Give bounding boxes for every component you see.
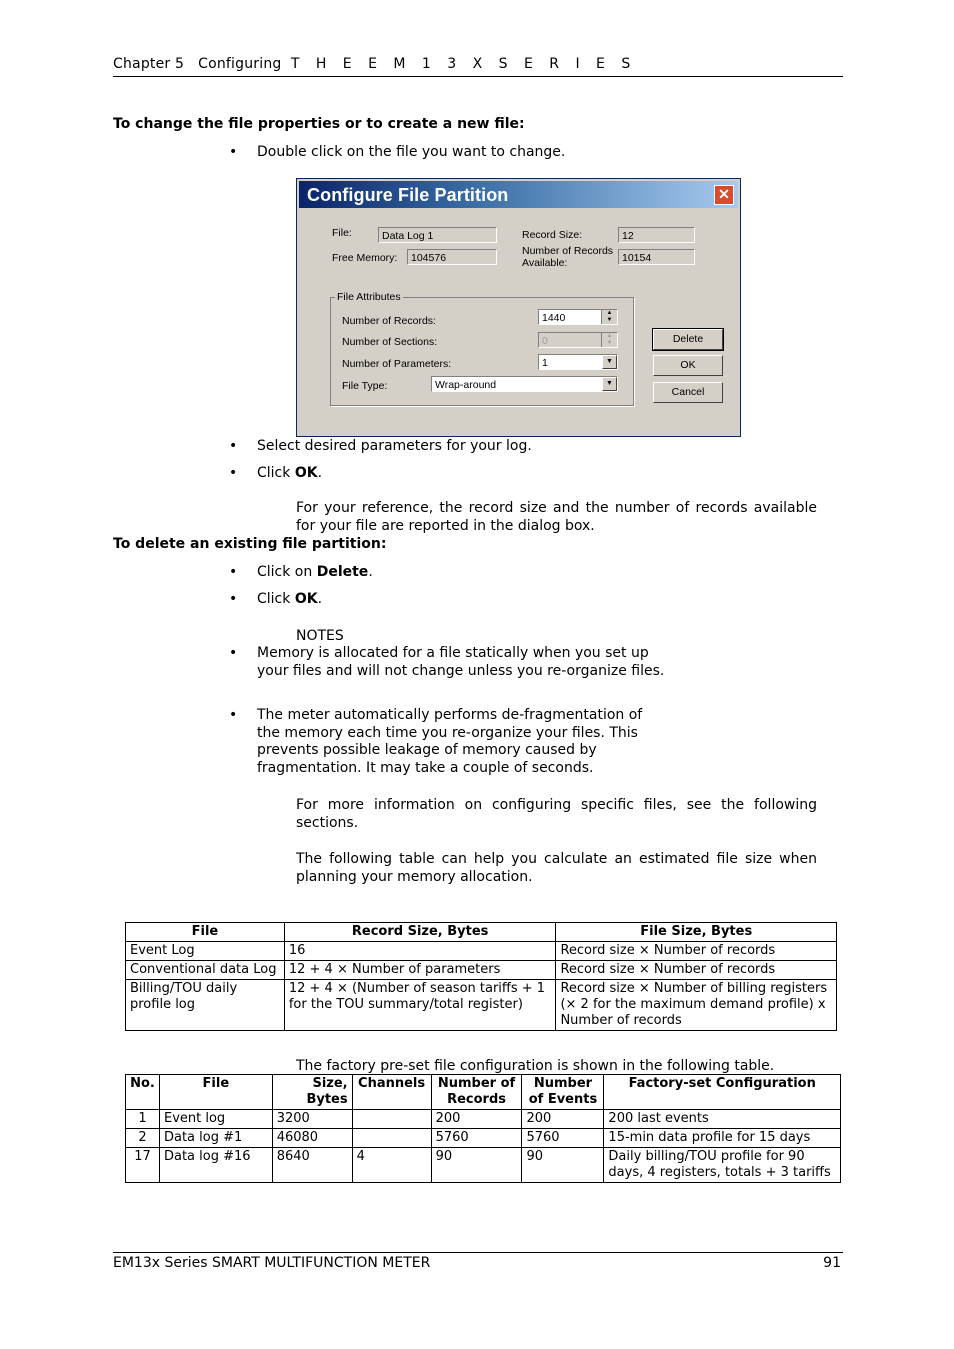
table-cell: 46080 xyxy=(272,1129,352,1148)
header-rule xyxy=(113,76,843,77)
table-cell: 4 xyxy=(352,1148,431,1183)
table-cell: 200 last events xyxy=(604,1110,841,1129)
table-row xyxy=(126,1148,841,1183)
column-header: Size, Bytes xyxy=(272,1075,352,1110)
record-size-field: 12 xyxy=(618,227,695,243)
num-sections-stepper xyxy=(538,332,618,348)
file-type-select[interactable] xyxy=(431,376,618,392)
num-records-stepper[interactable] xyxy=(538,309,618,325)
table-cell: Event log xyxy=(159,1110,272,1129)
column-header: Channels xyxy=(352,1075,431,1110)
table-header-row xyxy=(126,1075,841,1110)
chevron-down-icon[interactable]: ▼ xyxy=(602,377,617,391)
table-cell: Daily billing/TOU profile for 90 days, 4 registers, totals + 3 tariffs xyxy=(604,1148,841,1183)
table-cell: Data log #1 xyxy=(159,1129,272,1148)
table-cell: 200 xyxy=(431,1110,522,1129)
num-records-label: Number of Records: xyxy=(342,315,436,327)
table-cell: Data log #16 xyxy=(159,1148,272,1183)
spinner-arrows-icon: ▲ ▼ xyxy=(601,333,617,347)
list-item: • Double click on the file you want to change. xyxy=(229,144,669,162)
file-type-value: Wrap-around xyxy=(435,379,497,391)
close-icon[interactable]: ✕ xyxy=(714,185,734,205)
table-cell: Conventional data Log xyxy=(126,961,285,980)
table-header-row xyxy=(126,923,837,942)
num-records-value: 1440 xyxy=(542,312,566,324)
section-title: T H E E M 1 3 X S E R I E S xyxy=(290,56,637,72)
table-cell: 12 + 4 × Number of parameters xyxy=(284,961,556,980)
column-header: Number of Events xyxy=(522,1075,604,1110)
configure-file-partition-dialog xyxy=(296,178,741,437)
list-item: • Click on Delete. xyxy=(229,564,669,582)
table-cell: 1 xyxy=(126,1110,160,1129)
footer-rule xyxy=(113,1252,843,1253)
table-cell: 3200 xyxy=(272,1110,352,1129)
table-cell: 5760 xyxy=(431,1129,522,1148)
num-params-label: Number of Parameters: xyxy=(342,358,452,370)
footer-title: EM13x Series SMART MULTIFUNCTION METER xyxy=(113,1255,431,1271)
column-header: File Size, Bytes xyxy=(556,923,837,942)
chapter-label: Chapter 5 xyxy=(113,56,185,72)
dialog-titlebar xyxy=(299,181,738,208)
list-item: • The meter automatically performs de-fragmentation of the memory each time you re-organize your files. This prevents possible leakage of memory caused by fragmentation. It may take a couple of seconds. xyxy=(229,707,669,777)
table-cell: Event Log xyxy=(126,942,285,961)
file-type-label: File Type: xyxy=(342,380,388,392)
num-sections-value: 0 xyxy=(542,335,548,347)
file-size-table xyxy=(125,922,837,1031)
table-cell: 16 xyxy=(284,942,556,961)
table-row xyxy=(126,942,837,961)
column-header: Factory-set Configuration xyxy=(604,1075,841,1110)
table-cell: 200 xyxy=(522,1110,604,1129)
list-item: • Click OK. xyxy=(229,591,669,609)
table-cell: 90 xyxy=(431,1148,522,1183)
heading-delete-partition: To delete an existing file partition: xyxy=(113,536,387,552)
table-cell: 12 + 4 × (Number of season tariffs + 1 for the TOU summary/total register) xyxy=(284,980,556,1031)
list-item: • Memory is allocated for a file statically when you set up your files and will not change unless you re-organize files. xyxy=(229,645,669,680)
chevron-down-icon[interactable]: ▼ xyxy=(602,355,617,369)
file-label: File: xyxy=(332,227,352,239)
section-prefix: Configuring xyxy=(198,56,282,72)
table-cell: Billing/TOU daily profile log xyxy=(126,980,285,1031)
column-header: No. xyxy=(126,1075,160,1110)
table-cell: 2 xyxy=(126,1129,160,1148)
running-header xyxy=(113,56,636,72)
column-header: Record Size, Bytes xyxy=(284,923,556,942)
records-available-field: 10154 xyxy=(618,249,695,265)
column-header: File xyxy=(126,923,285,942)
page-number: 91 xyxy=(823,1255,841,1271)
info-paragraph: For more information on configuring specific files, see the following sections. xyxy=(296,797,817,831)
dialog-title: Configure File Partition xyxy=(307,185,509,205)
table-cell: 17 xyxy=(126,1148,160,1183)
table-cell: 15-min data profile for 15 days xyxy=(604,1129,841,1148)
record-size-label: Record Size: xyxy=(522,229,583,241)
list-item: • Click OK. xyxy=(229,465,669,483)
table-cell: Record size × Number of billing registers (× 2 for the maximum demand profile) x Number of records xyxy=(556,980,837,1031)
table-row xyxy=(126,1129,841,1148)
table-row xyxy=(126,1110,841,1129)
table-cell: Record size × Number of records xyxy=(556,961,837,980)
table-cell xyxy=(352,1110,431,1129)
free-memory-field: 104576 xyxy=(407,249,497,265)
table-cell xyxy=(352,1129,431,1148)
free-memory-label: Free Memory: xyxy=(332,252,398,264)
num-params-select[interactable] xyxy=(538,354,618,370)
num-params-value: 1 xyxy=(542,357,548,369)
factory-config-table xyxy=(125,1074,841,1183)
spinner-arrows-icon[interactable]: ▲ ▼ xyxy=(601,310,617,324)
heading-change-file: To change the file properties or to create a new file: xyxy=(113,116,525,132)
records-available-label: Number of Records Available: xyxy=(522,245,614,269)
table-cell: Record size × Number of records xyxy=(556,942,837,961)
cancel-button[interactable]: Cancel xyxy=(653,382,723,403)
column-header: Number of Records xyxy=(431,1075,522,1110)
table-row xyxy=(126,961,837,980)
table-cell: 8640 xyxy=(272,1148,352,1183)
reference-paragraph: For your reference, the record size and the number of records available for your file are reported in the dialog box. xyxy=(296,500,817,534)
column-header: File xyxy=(159,1075,272,1110)
num-sections-label: Number of Sections: xyxy=(342,336,438,348)
ok-button[interactable]: OK xyxy=(653,355,723,376)
group-title: File Attributes xyxy=(337,291,401,303)
notes-label: NOTES xyxy=(296,628,344,644)
file-field: Data Log 1 xyxy=(378,227,497,243)
delete-button[interactable]: Delete xyxy=(653,329,723,350)
table-row xyxy=(126,980,837,1031)
preset-intro: The factory pre-set file configuration is shown in the following table. xyxy=(296,1058,775,1074)
table-cell: 90 xyxy=(522,1148,604,1183)
table-cell: 5760 xyxy=(522,1129,604,1148)
list-item: • Select desired parameters for your log. xyxy=(229,438,669,456)
table-intro-paragraph: The following table can help you calculate an estimated file size when planning your memory allocation. xyxy=(296,851,817,885)
